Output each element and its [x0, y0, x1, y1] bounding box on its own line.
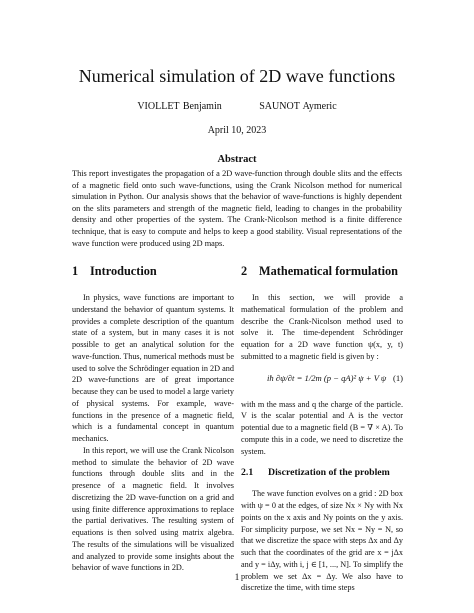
paper-title: Numerical simulation of 2D wave functions: [78, 66, 396, 86]
right-column: [241, 264, 403, 594]
body-paragraph: In this section, we will provide a mathematical formulation of the problem and describe the Crank-Nicolson method used to solve it. The time-dependent Schrödinger equation for a 2D wave function ψ(x, y, t) submitted to a magnetic field is given by :: [241, 293, 403, 361]
subsection-heading: [241, 467, 403, 478]
section-title: Introduction: [90, 264, 157, 278]
body-paragraph: with m the mass and q the charge of the particle. V is the scalar potential and A is the vector potential due to a magnetic field (B = ∇ × A). To compute this in a code, we need to discretize the system.: [241, 399, 403, 456]
equation-number: (1): [392, 372, 403, 383]
body-paragraph: In this report, we will use the Crank Nicolson method to simulate the behavior of 2D wave functions through double slits and in the presence of a magnetic field. It involves discretizing the 2D wave-function on a grid and using finite difference approximations to replace the partial derivatives. The resulting system of equations is then solved using matrix algebra. The results of the simulations will be visualized and analyzed to provide some insights about the behavior of wave functions in 2D.: [72, 445, 234, 573]
subsection-number: 2.1: [241, 467, 254, 479]
section-heading: [72, 264, 234, 279]
author-name: SAUNOT Aymeric: [259, 101, 337, 112]
equation-body: iħ ∂ψ/∂t = 1/2m (p − qA)² ψ + V ψ: [267, 372, 387, 383]
abstract-heading: Abstract: [217, 154, 257, 165]
section-number: 1: [72, 264, 79, 278]
section-number: 2: [241, 264, 248, 278]
schrodinger-equation: [241, 369, 403, 391]
left-column: [72, 264, 234, 574]
section-title: Mathematical formulation: [259, 264, 398, 278]
author-list: [0, 101, 474, 112]
subsection-title: Discretization of the problem: [268, 467, 390, 479]
section-heading: [241, 264, 403, 279]
body-paragraph: The wave function evolves on a grid : 2D box with ψ = 0 at the edges, of size Nx × Ny with Nx points on the x axis and Ny points on the y axis. For simplicity purpose, we set Nx = Ny = N, so that we discretize the space with steps Δx and Δy such that the coordinates of the grid are x = jΔx and y = iΔy, with i, j ∈ [1, ..., N]. To simplify the problem we set Δx = Δy. We also have to discretize the time, with time steps: [241, 489, 403, 593]
body-paragraph: In physics, wave functions are important to understand the behavior of quantum systems. It provides a complete description of the quantum state of a system, but in many cases it is not possible to get an analytical solution for the wave-function. Thus, numerical methods must be used to solve the Schrödinger equation in 2D and 2D wave-functions are of great importance because they can be used to model a large variety of physical systems. For example, wave-functions in the presence of a magnetic field, which is a fundamental concept in quantum mechanics.: [72, 293, 234, 443]
publication-date: April 10, 2023: [207, 125, 267, 136]
author-name: VIOLLET Benjamin: [137, 101, 222, 112]
page-number: 1: [234, 573, 240, 583]
abstract-text: This report investigates the propagation of a 2D wave-function through double slits and the effects of a magnetic field onto such wave-functions, using the Crank Nicolson method for numerical simulation in Python. Our analysis shows that the behavior of wave-functions is highly dependent on the slits parameters and strength of the magnetic field, leading to changes in the probability density and other properties of the system. The Crank-Nicolson method is a finite difference technique, that is easy to compute and helps to keep a good stability. Visual representations of the wave function were produced using 2D maps.: [72, 169, 402, 248]
